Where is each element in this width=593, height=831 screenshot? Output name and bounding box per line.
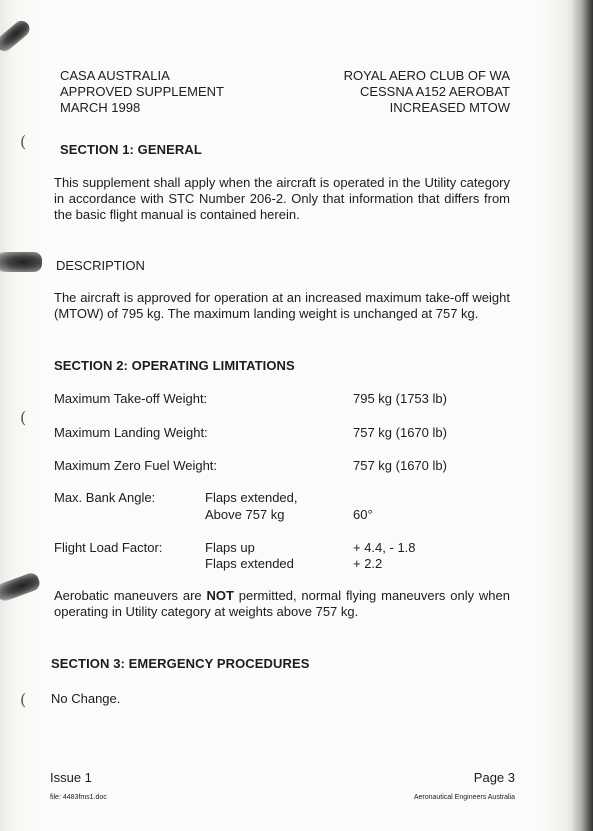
section-3-text: No Change. [51, 691, 121, 706]
header-date: MARCH 1998 [60, 100, 141, 115]
section-3-title: SECTION 3: EMERGENCY PROCEDURES [51, 656, 310, 671]
limit-value-zero-fuel: 757 kg (1670 lb) [353, 458, 447, 473]
header-left [60, 68, 224, 116]
header-right [344, 68, 510, 116]
binder-hole [0, 18, 33, 55]
aerobatic-note [54, 588, 510, 620]
bank-angle-label: Max. Bank Angle: [54, 490, 156, 505]
limit-value-takeoff: 795 kg (1753 lb) [353, 391, 447, 406]
section-1-text: This supplement shall apply when the aircraft is operated in the Utility category in accordance with STC Number 206-2. Only that information that differs from the basic flight manual is contained herein. [54, 175, 510, 222]
description-title: DESCRIPTION [56, 258, 145, 273]
note-text: Aerobatic maneuvers are [54, 588, 207, 603]
load-factor-label: Flight Load Factor: [54, 540, 163, 555]
margin-mark: ( [20, 690, 27, 709]
footer-company: Aeronautical Engineers Australia [413, 794, 515, 801]
header-operator: ROYAL AERO CLUB OF WA [343, 68, 510, 83]
load-factor-condition: Flaps up [205, 540, 255, 555]
load-factor-value: + 2.2 [353, 556, 383, 571]
note-text: permitted, normal flying maneuvers only when operating in Utility category at weights above 757 kg. [54, 588, 510, 619]
binder-hole [0, 252, 42, 272]
margin-mark: ( [20, 132, 27, 151]
section-2-title: SECTION 2: OPERATING LIMITATIONS [54, 358, 295, 373]
header-document-type: APPROVED SUPPLEMENT [60, 84, 224, 99]
limit-label-landing: Maximum Landing Weight: [54, 425, 208, 440]
header-authority: CASA AUSTRALIA [60, 68, 170, 83]
limit-value-landing: 757 kg (1670 lb) [353, 425, 447, 440]
limit-label-takeoff: Maximum Take-off Weight: [54, 391, 208, 406]
note-emphasis: NOT [206, 588, 234, 603]
load-factor-condition: Flaps extended [205, 556, 294, 571]
section-1-title: SECTION 1: GENERAL [60, 142, 202, 157]
bank-angle-condition: Above 757 kg [205, 507, 285, 522]
footer-file: file: 4483fms1.doc [50, 794, 107, 801]
footer-issue: Issue 1 [50, 770, 92, 785]
bank-angle-value: 60° [353, 507, 373, 522]
binder-hole [0, 571, 42, 603]
bank-angle-condition: Flaps extended, [205, 490, 298, 505]
header-aircraft: CESSNA A152 AEROBAT [359, 84, 510, 99]
page-edge-shadow [571, 0, 593, 831]
description-text: The aircraft is approved for operation at an increased maximum take-off weight (MTOW) of 795 kg. The maximum landing weight is unchanged at 757 kg. [54, 290, 510, 321]
margin-mark: ( [20, 408, 27, 427]
footer-page: Page 3 [473, 770, 515, 785]
header-subject: INCREASED MTOW [389, 100, 510, 115]
limit-label-zero-fuel: Maximum Zero Fuel Weight: [54, 458, 218, 473]
load-factor-value: + 4.4, - 1.8 [353, 540, 416, 555]
